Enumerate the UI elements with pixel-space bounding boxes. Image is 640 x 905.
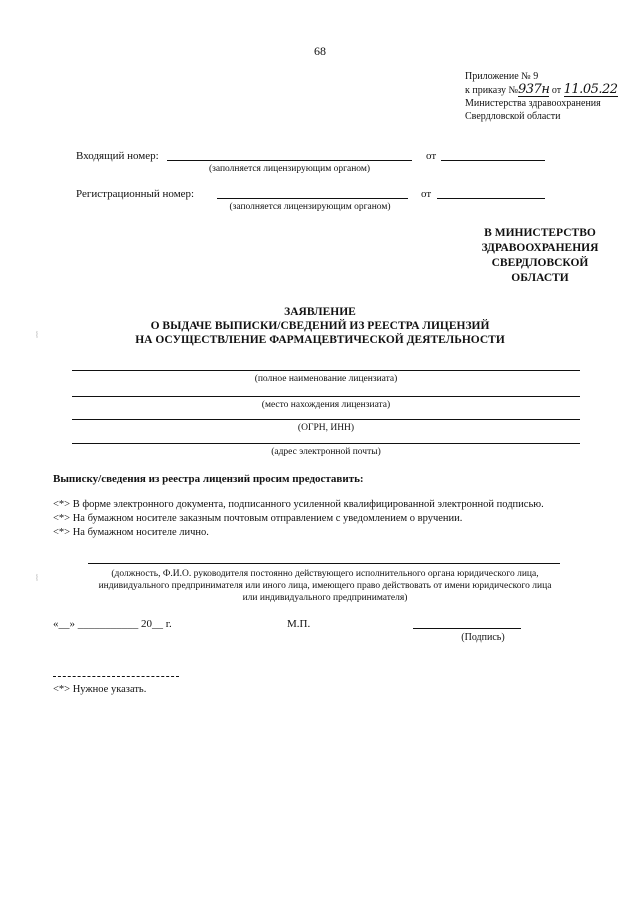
licensee-location-caption: (место нахождения лицензиата) bbox=[261, 400, 391, 410]
official-caption-line-3: или индивидуального предпринимателя) bbox=[242, 593, 408, 603]
ogrn-inn-caption: (ОГРН, ИНН) bbox=[297, 423, 355, 433]
addressee-block bbox=[475, 226, 605, 286]
stamp-label: М.П. bbox=[287, 618, 311, 630]
registration-number-label: Регистрационный номер: bbox=[76, 188, 195, 200]
date-row[interactable] bbox=[53, 618, 172, 630]
footnote-divider bbox=[53, 676, 179, 677]
title-line-3: НА ОСУЩЕСТВЛЕНИЕ ФАРМАЦЕВТИЧЕСКОЙ ДЕЯТЕЛЬНОСТИ bbox=[135, 334, 505, 346]
addressee-line-4: ОБЛАСТИ bbox=[511, 272, 569, 284]
date-month: ___________ bbox=[77, 618, 139, 630]
date-year: 20__ г. bbox=[141, 618, 172, 630]
registration-date-label: от bbox=[421, 188, 432, 200]
title-line-1: ЗАЯВЛЕНИЕ bbox=[284, 306, 356, 318]
order-date-handwritten: 11.05.22 bbox=[563, 82, 618, 97]
incoming-number-note: (заполняется лицензирующим органом) bbox=[208, 164, 371, 174]
delivery-option-electronic[interactable]: <*> В форме электронного документа, подписанного усиленной квалифицированной электронной подписью. bbox=[53, 499, 544, 510]
order-number-handwritten: 937н bbox=[518, 82, 550, 97]
appendix-ministry: Министерства здравоохранения bbox=[465, 98, 601, 109]
order-date-prefix: от bbox=[551, 85, 562, 96]
email-field[interactable] bbox=[72, 443, 580, 444]
footnote: <*> Нужное указать. bbox=[53, 684, 147, 695]
registration-number-field[interactable] bbox=[217, 198, 408, 199]
official-caption-line-2: индивидуального предпринимателя или иного лица, имеющего право действовать от имени юридического лица bbox=[98, 581, 552, 591]
registration-date-field[interactable] bbox=[437, 198, 545, 199]
document-title bbox=[60, 305, 580, 347]
registration-number-note: (заполняется лицензирующим органом) bbox=[229, 202, 391, 212]
incoming-date-label: от bbox=[426, 150, 437, 162]
date-day: «__» bbox=[53, 618, 75, 630]
delivery-options bbox=[53, 498, 544, 540]
binding-mark-bottom: ⦚ bbox=[36, 573, 38, 583]
licensee-name-field[interactable] bbox=[72, 370, 580, 371]
incoming-number-label: Входящий номер: bbox=[76, 150, 159, 162]
signature-field[interactable] bbox=[413, 628, 521, 629]
page-number: 68 bbox=[314, 44, 326, 58]
addressee-line-1: В МИНИСТЕРСТВО bbox=[484, 227, 596, 239]
delivery-option-mail[interactable]: <*> На бумажном носителе заказным почтовым отправлением с уведомлением о вручении. bbox=[53, 513, 463, 524]
delivery-heading: Выписку/сведения из реестра лицензий просим предоставить: bbox=[53, 473, 364, 485]
official-caption bbox=[80, 568, 570, 604]
appendix-title: Приложение № 9 bbox=[465, 71, 539, 82]
signature-caption: (Подпись) bbox=[461, 632, 505, 643]
official-name-field[interactable] bbox=[88, 563, 560, 564]
incoming-date-field[interactable] bbox=[441, 160, 545, 161]
appendix-region: Свердловской области bbox=[465, 111, 561, 122]
title-line-2: О ВЫДАЧЕ ВЫПИСКИ/СВЕДЕНИЙ ИЗ РЕЕСТРА ЛИЦЕНЗИЙ bbox=[150, 320, 490, 332]
licensee-name-caption: (полное наименование лицензиата) bbox=[254, 374, 398, 384]
ogrn-inn-field[interactable] bbox=[72, 419, 580, 420]
order-prefix: к приказу № bbox=[465, 85, 518, 96]
binding-mark-top: ⦚ bbox=[36, 330, 38, 340]
appendix-order-line bbox=[465, 83, 635, 97]
licensee-location-field[interactable] bbox=[72, 396, 580, 397]
addressee-line-2: ЗДРАВООХРАНЕНИЯ bbox=[481, 242, 599, 254]
email-caption: (адрес электронной почты) bbox=[271, 447, 381, 457]
delivery-option-in-person[interactable]: <*> На бумажном носителе лично. bbox=[53, 527, 209, 538]
incoming-number-field[interactable] bbox=[167, 160, 412, 161]
official-caption-line-1: (должность, Ф.И.О. руководителя постоянно действующего исполнительного органа юридического лица, bbox=[111, 569, 539, 579]
appendix-block bbox=[465, 70, 635, 123]
addressee-line-3: СВЕРДЛОВСКОЙ bbox=[491, 257, 589, 269]
